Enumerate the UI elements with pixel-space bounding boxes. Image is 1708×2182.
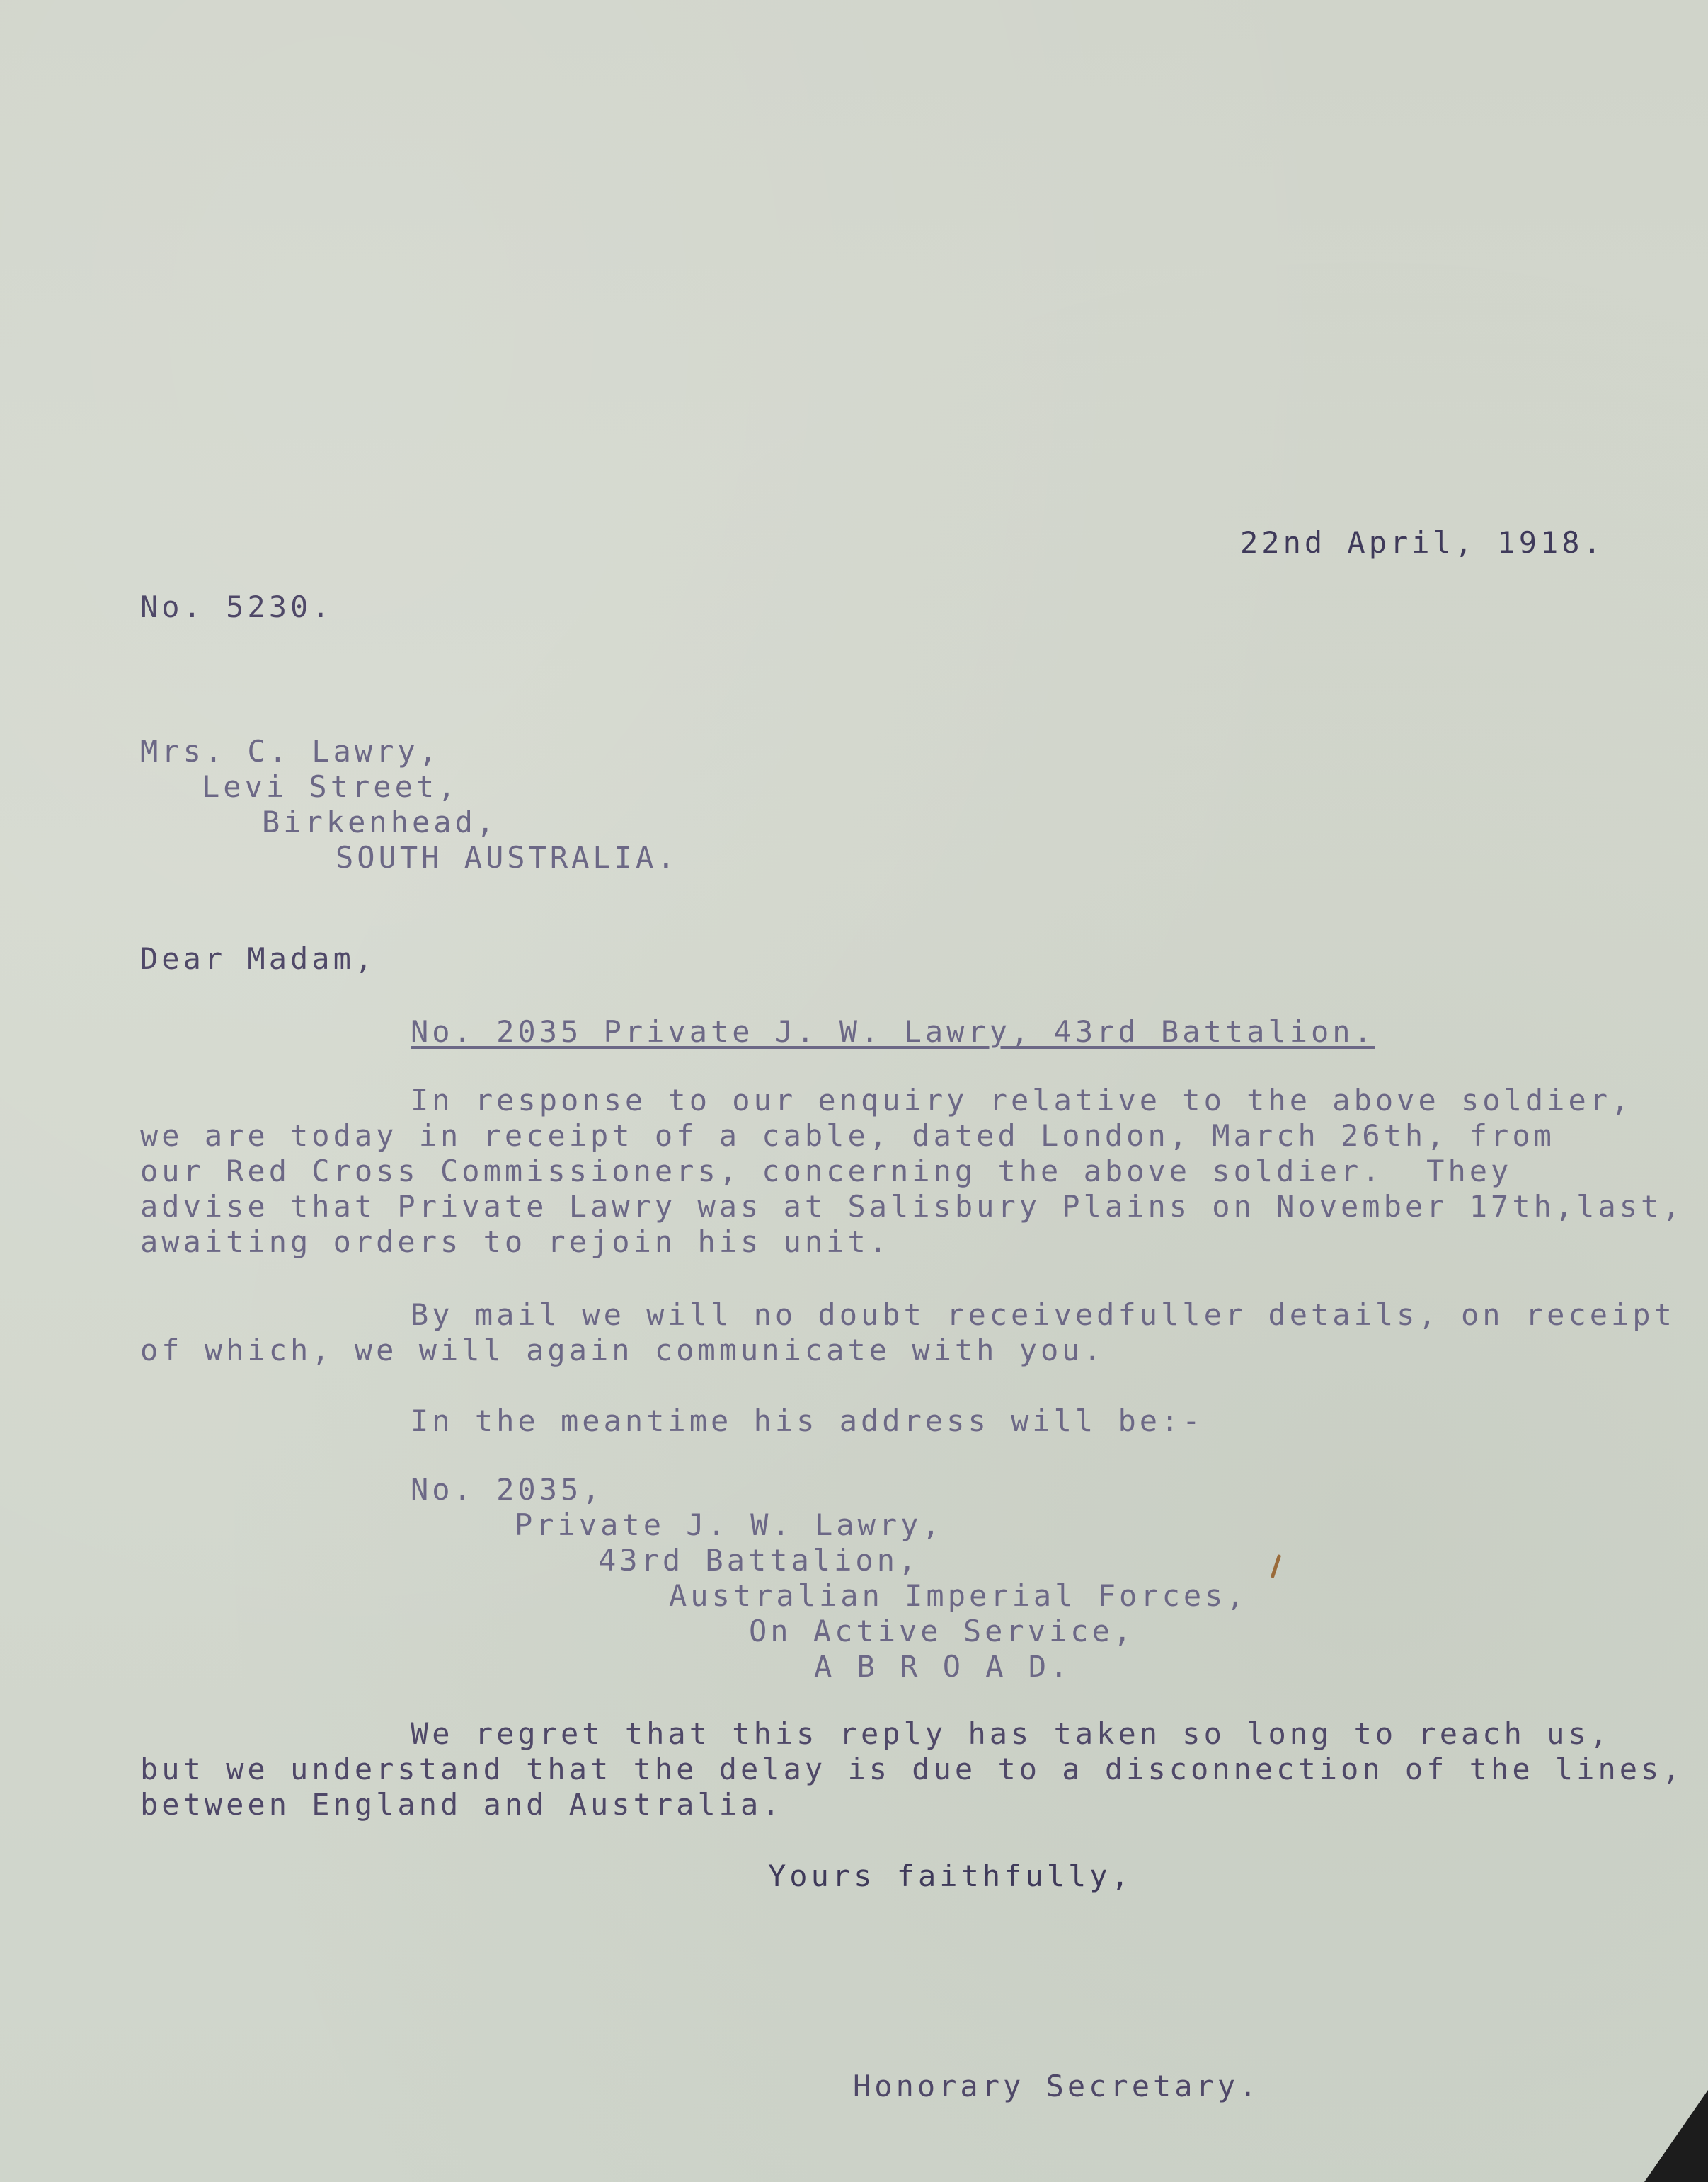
paragraph-line: awaiting orders to rejoin his unit. (140, 1224, 891, 1259)
soldier-address-line: A B R O A D. (814, 1649, 1072, 1684)
paragraph-line: By mail we will no doubt receivedfuller details, on receipt (411, 1297, 1675, 1332)
address-line-street: Levi Street, (202, 769, 459, 804)
paragraph-line: advise that Private Lawry was at Salisbury Plains on November 17th,last, (140, 1189, 1684, 1224)
soldier-address-line: 43rd Battalion, (598, 1543, 920, 1578)
ink-mark (1271, 1554, 1281, 1578)
paragraph-line: In response to our enquiry relative to the above soldier, (411, 1083, 1633, 1118)
paragraph-line: of which, we will again communicate with you. (140, 1333, 1105, 1367)
paragraph-meantime: In the meantime his address will be:- (411, 1403, 1204, 1438)
salutation: Dear Madam, (140, 941, 377, 976)
address-line-name: Mrs. C. Lawry, (140, 734, 441, 769)
address-line-town: Birkenhead, (262, 805, 498, 839)
address-line-state: SOUTH AUSTRALIA. (336, 840, 679, 875)
closing: Yours faithfully, (768, 1859, 1133, 1893)
signature-title: Honorary Secretary. (853, 2069, 1261, 2103)
soldier-address-line: On Active Service, (749, 1614, 1135, 1648)
paragraph-line: but we understand that the delay is due to a disconnection of the lines, (140, 1752, 1684, 1786)
torn-corner (1644, 2090, 1708, 2182)
soldier-address-line: Private J. W. Lawry, (515, 1508, 944, 1542)
paragraph-line: our Red Cross Commissioners, concerning the above soldier. They (140, 1154, 1513, 1188)
paragraph-line: We regret that this reply has taken so long to reach us, (411, 1716, 1612, 1751)
paragraph-line: we are today in receipt of a cable, dated London, March 26th, from (140, 1118, 1555, 1153)
soldier-address-line: Australian Imperial Forces, (669, 1578, 1248, 1613)
reference-number: No. 5230. (140, 590, 333, 624)
subject-line: No. 2035 Private J. W. Lawry, 43rd Battalion. (411, 1014, 1375, 1049)
letter-date: 22nd April, 1918. (1240, 525, 1605, 560)
paragraph-line: between England and Australia. (140, 1787, 784, 1822)
soldier-address-line: No. 2035, (411, 1472, 604, 1507)
